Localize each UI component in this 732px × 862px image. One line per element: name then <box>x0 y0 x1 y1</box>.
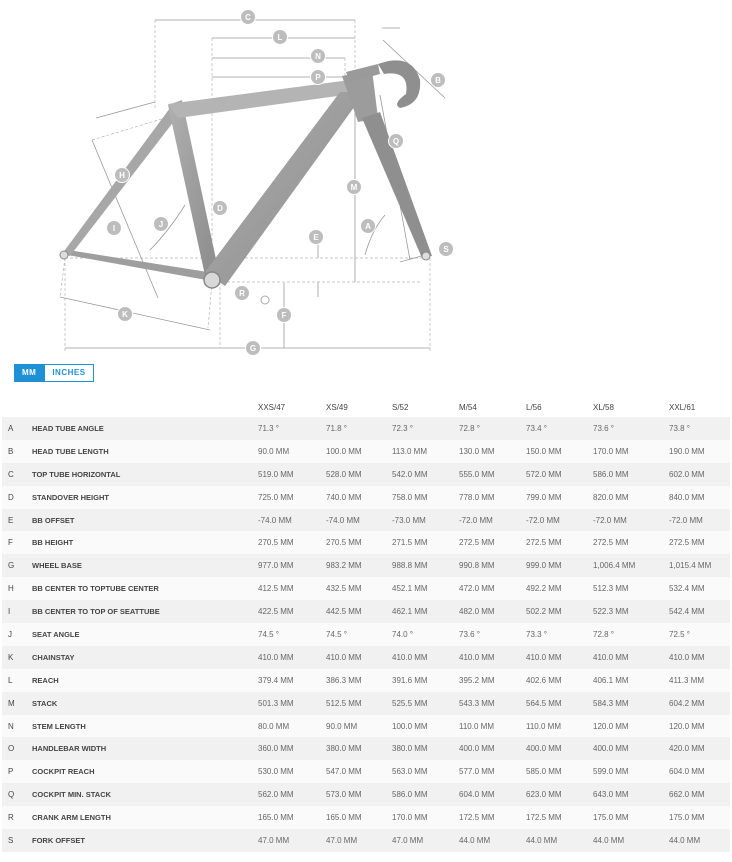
row-value: 410.0 MM <box>326 646 392 669</box>
row-value: 519.0 MM <box>258 463 326 486</box>
table-row <box>2 600 730 623</box>
row-value: 422.5 MM <box>258 600 326 623</box>
row-name: CRANK ARM LENGTH <box>32 806 258 829</box>
row-value: 120.0 MM <box>669 715 730 738</box>
dimension-label-text: N <box>315 52 321 61</box>
row-value: 74.5 ° <box>258 623 326 646</box>
row-letter: C <box>2 463 32 486</box>
row-value: 406.1 MM <box>593 669 669 692</box>
row-name: CHAINSTAY <box>32 646 258 669</box>
row-value: 410.0 MM <box>593 646 669 669</box>
row-value: 73.6 ° <box>593 417 669 440</box>
row-value: 604.0 MM <box>459 783 526 806</box>
row-value: 778.0 MM <box>459 486 526 509</box>
row-value: 100.0 MM <box>326 440 392 463</box>
row-letter: Q <box>2 783 32 806</box>
row-name: BB OFFSET <box>32 509 258 532</box>
row-value: 525.5 MM <box>392 692 459 715</box>
row-letter: K <box>2 646 32 669</box>
row-value: 599.0 MM <box>593 760 669 783</box>
row-value: 271.5 MM <box>392 531 459 554</box>
row-value: 72.5 ° <box>669 623 730 646</box>
row-value: 190.0 MM <box>669 440 730 463</box>
size-header-2: S/52 <box>392 402 409 412</box>
row-value: 1,006.4 MM <box>593 554 669 577</box>
row-value: -72.0 MM <box>669 509 730 532</box>
row-value: -74.0 MM <box>258 509 326 532</box>
row-letter: B <box>2 440 32 463</box>
dimension-label-text: E <box>313 233 319 242</box>
inches-button[interactable]: INCHES <box>44 364 93 382</box>
row-letter: R <box>2 806 32 829</box>
dimension-label-d <box>213 201 228 216</box>
row-value: 528.0 MM <box>326 463 392 486</box>
row-value: 572.0 MM <box>526 463 593 486</box>
row-name: WHEEL BASE <box>32 554 258 577</box>
mm-button[interactable]: MM <box>14 364 44 382</box>
handlebar <box>378 60 420 108</box>
row-letter: E <box>2 509 32 532</box>
table-row <box>2 715 730 738</box>
row-value: 530.0 MM <box>258 760 326 783</box>
row-value: 555.0 MM <box>459 463 526 486</box>
row-value: 72.3 ° <box>392 417 459 440</box>
row-value: 585.0 MM <box>526 760 593 783</box>
row-value: 395.2 MM <box>459 669 526 692</box>
row-value: 272.5 MM <box>459 531 526 554</box>
row-value: 400.0 MM <box>526 737 593 760</box>
dimension-label-text: H <box>119 171 125 180</box>
row-letter: F <box>2 531 32 554</box>
row-value: 452.1 MM <box>392 577 459 600</box>
row-value: 643.0 MM <box>593 783 669 806</box>
table-row <box>2 417 730 440</box>
row-name: BB CENTER TO TOPTUBE CENTER <box>32 577 258 600</box>
geometry-table <box>2 397 730 852</box>
row-value: 270.5 MM <box>326 531 392 554</box>
dimension-label-m <box>347 180 362 195</box>
table-row <box>2 531 730 554</box>
row-letter: A <box>2 417 32 440</box>
row-value: 113.0 MM <box>392 440 459 463</box>
dimension-label-n <box>311 49 326 64</box>
row-value: 172.5 MM <box>459 806 526 829</box>
dimension-label-text: C <box>245 13 251 22</box>
row-value: 47.0 MM <box>258 829 326 852</box>
size-header-5: XL/58 <box>593 402 614 412</box>
dimension-label-text: J <box>158 220 164 229</box>
row-value: 90.0 MM <box>326 715 392 738</box>
row-value: -73.0 MM <box>392 509 459 532</box>
dimension-label-text: M <box>350 183 358 192</box>
row-value: 380.0 MM <box>326 737 392 760</box>
row-value: 73.3 ° <box>526 623 593 646</box>
table-row <box>2 486 730 509</box>
dimension-label-s <box>439 242 454 257</box>
row-value: 170.0 MM <box>392 806 459 829</box>
row-value: 71.3 ° <box>258 417 326 440</box>
row-value: 120.0 MM <box>593 715 669 738</box>
row-value: 442.5 MM <box>326 600 392 623</box>
row-letter: J <box>2 623 32 646</box>
row-name: BB HEIGHT <box>32 531 258 554</box>
size-header-4: L/56 <box>526 402 542 412</box>
row-value: 74.0 ° <box>392 623 459 646</box>
row-value: 44.0 MM <box>459 829 526 852</box>
unit-toggle <box>14 364 94 382</box>
row-value: 420.0 MM <box>669 737 730 760</box>
bottom-bracket <box>204 272 220 288</box>
table-row <box>2 783 730 806</box>
row-value: 400.0 MM <box>459 737 526 760</box>
row-value: 604.0 MM <box>669 760 730 783</box>
row-name: HEAD TUBE LENGTH <box>32 440 258 463</box>
row-name: TOP TUBE HORIZONTAL <box>32 463 258 486</box>
row-value: 411.3 MM <box>669 669 730 692</box>
row-value: 272.5 MM <box>669 531 730 554</box>
size-header-6: XXL/61 <box>669 402 696 412</box>
row-value: 840.0 MM <box>669 486 730 509</box>
dimension-label-text: I <box>112 224 116 233</box>
size-header-0: XXS/47 <box>258 402 286 412</box>
dimension-label-r <box>235 286 250 301</box>
row-value: 462.1 MM <box>392 600 459 623</box>
row-value: 563.0 MM <box>392 760 459 783</box>
row-name: COCKPIT REACH <box>32 760 258 783</box>
row-value: 73.6 ° <box>459 623 526 646</box>
dimension-label-text: S <box>443 245 449 254</box>
dimension-label-text: Q <box>392 137 400 146</box>
row-value: 586.0 MM <box>593 463 669 486</box>
dimension-label-text: K <box>122 310 128 319</box>
dimension-label-c <box>241 10 256 25</box>
row-value: 100.0 MM <box>392 715 459 738</box>
row-value: 47.0 MM <box>326 829 392 852</box>
dimension-label-l <box>273 30 288 45</box>
row-value: 512.5 MM <box>326 692 392 715</box>
crank-marker <box>261 296 269 304</box>
row-value: 799.0 MM <box>526 486 593 509</box>
dimension-label-e <box>309 230 324 245</box>
row-value: 73.8 ° <box>669 417 730 440</box>
dimension-label-text: A <box>365 222 371 231</box>
row-value: 577.0 MM <box>459 760 526 783</box>
dimension-label-h <box>115 168 130 183</box>
row-letter: L <box>2 669 32 692</box>
row-name: SEAT ANGLE <box>32 623 258 646</box>
row-value: 410.0 MM <box>669 646 730 669</box>
row-letter: I <box>2 600 32 623</box>
row-value: 391.6 MM <box>392 669 459 692</box>
row-value: 472.0 MM <box>459 577 526 600</box>
dimension-label-j <box>154 217 169 232</box>
size-header-row <box>2 397 730 417</box>
row-value: 71.8 ° <box>326 417 392 440</box>
row-value: 90.0 MM <box>258 440 326 463</box>
row-value: 379.4 MM <box>258 669 326 692</box>
dimension-label-text: R <box>239 289 245 298</box>
row-value: 272.5 MM <box>526 531 593 554</box>
row-value: 512.3 MM <box>593 577 669 600</box>
row-value: 72.8 ° <box>459 417 526 440</box>
row-value: 758.0 MM <box>392 486 459 509</box>
row-value: 410.0 MM <box>258 646 326 669</box>
row-value: 543.3 MM <box>459 692 526 715</box>
dimension-label-q <box>389 134 404 149</box>
row-value: 522.3 MM <box>593 600 669 623</box>
table-row <box>2 463 730 486</box>
table-row <box>2 577 730 600</box>
dimension-label-text: G <box>249 344 257 353</box>
row-value: 501.3 MM <box>258 692 326 715</box>
row-value: 999.0 MM <box>526 554 593 577</box>
row-letter: P <box>2 760 32 783</box>
row-value: 977.0 MM <box>258 554 326 577</box>
row-value: 662.0 MM <box>669 783 730 806</box>
row-name: REACH <box>32 669 258 692</box>
row-letter: S <box>2 829 32 852</box>
row-value: 380.0 MM <box>392 737 459 760</box>
row-value: 623.0 MM <box>526 783 593 806</box>
row-value: 130.0 MM <box>459 440 526 463</box>
table-row <box>2 760 730 783</box>
row-value: 44.0 MM <box>526 829 593 852</box>
row-value: 988.8 MM <box>392 554 459 577</box>
table-row <box>2 806 730 829</box>
dimension-label-text: F <box>281 311 287 320</box>
row-value: 172.5 MM <box>526 806 593 829</box>
table-row <box>2 554 730 577</box>
row-value: 47.0 MM <box>392 829 459 852</box>
row-letter: D <box>2 486 32 509</box>
row-letter: H <box>2 577 32 600</box>
row-value: 170.0 MM <box>593 440 669 463</box>
row-letter: O <box>2 737 32 760</box>
row-value: 402.6 MM <box>526 669 593 692</box>
front-dropout <box>422 252 430 260</box>
dimension-label-text: P <box>315 73 321 82</box>
row-name: STANDOVER HEIGHT <box>32 486 258 509</box>
bike-frame <box>60 60 432 304</box>
row-value: 165.0 MM <box>258 806 326 829</box>
row-value: 44.0 MM <box>593 829 669 852</box>
chainstay-tube <box>62 250 214 281</box>
dimension-label-b <box>431 73 446 88</box>
row-name: COCKPIT MIN. STACK <box>32 783 258 806</box>
table-row <box>2 623 730 646</box>
row-value: 270.5 MM <box>258 531 326 554</box>
row-value: 502.2 MM <box>526 600 593 623</box>
row-name: HANDLEBAR WIDTH <box>32 737 258 760</box>
row-value: 410.0 MM <box>459 646 526 669</box>
row-value: 412.5 MM <box>258 577 326 600</box>
row-value: 272.5 MM <box>593 531 669 554</box>
row-value: 602.0 MM <box>669 463 730 486</box>
dimension-label-text: B <box>435 76 441 85</box>
row-name: BB CENTER TO TOP OF SEATTUBE <box>32 600 258 623</box>
row-value: 175.0 MM <box>593 806 669 829</box>
row-value: 360.0 MM <box>258 737 326 760</box>
rear-dropout <box>60 251 68 259</box>
dimension-label-f <box>277 308 292 323</box>
row-value: 73.4 ° <box>526 417 593 440</box>
row-value: 586.0 MM <box>392 783 459 806</box>
row-name: FORK OFFSET <box>32 829 258 852</box>
row-letter: M <box>2 692 32 715</box>
row-value: 820.0 MM <box>593 486 669 509</box>
row-value: 573.0 MM <box>326 783 392 806</box>
row-value: 983.2 MM <box>326 554 392 577</box>
row-value: 564.5 MM <box>526 692 593 715</box>
table-row <box>2 669 730 692</box>
row-value: 72.8 ° <box>593 623 669 646</box>
row-value: 542.0 MM <box>392 463 459 486</box>
top-tube <box>168 80 352 118</box>
row-value: 110.0 MM <box>526 715 593 738</box>
row-value: 532.4 MM <box>669 577 730 600</box>
size-header-3: M/54 <box>459 402 477 412</box>
dimension-label-k <box>118 307 133 322</box>
row-value: 547.0 MM <box>326 760 392 783</box>
row-value: 432.5 MM <box>326 577 392 600</box>
row-value: 482.0 MM <box>459 600 526 623</box>
table-row <box>2 440 730 463</box>
row-value: 400.0 MM <box>593 737 669 760</box>
row-value: 990.8 MM <box>459 554 526 577</box>
row-value: 150.0 MM <box>526 440 593 463</box>
table-row <box>2 646 730 669</box>
row-value: 74.5 ° <box>326 623 392 646</box>
row-value: 44.0 MM <box>669 829 730 852</box>
row-value: 492.2 MM <box>526 577 593 600</box>
row-value: 1,015.4 MM <box>669 554 730 577</box>
row-name: STEM LENGTH <box>32 715 258 738</box>
row-value: -72.0 MM <box>593 509 669 532</box>
row-value: 110.0 MM <box>459 715 526 738</box>
size-header-1: XS/49 <box>326 402 348 412</box>
dimension-label-i <box>107 221 122 236</box>
table-row <box>2 692 730 715</box>
row-value: 386.3 MM <box>326 669 392 692</box>
row-letter: N <box>2 715 32 738</box>
row-value: 584.3 MM <box>593 692 669 715</box>
row-value: -72.0 MM <box>526 509 593 532</box>
row-value: -72.0 MM <box>459 509 526 532</box>
row-value: 80.0 MM <box>258 715 326 738</box>
row-name: STACK <box>32 692 258 715</box>
row-value: 725.0 MM <box>258 486 326 509</box>
row-value: 542.4 MM <box>669 600 730 623</box>
dimension-label-g <box>246 341 261 356</box>
table-row <box>2 737 730 760</box>
dimension-label-p <box>311 70 326 85</box>
geometry-table-body <box>2 417 730 852</box>
row-letter: G <box>2 554 32 577</box>
dimension-label-text: L <box>277 33 283 42</box>
dimension-label-a <box>361 219 376 234</box>
dimension-label-text: D <box>217 204 223 213</box>
row-value: 410.0 MM <box>392 646 459 669</box>
table-row <box>2 509 730 532</box>
row-value: -74.0 MM <box>326 509 392 532</box>
down-tube <box>205 92 365 286</box>
row-value: 562.0 MM <box>258 783 326 806</box>
row-value: 410.0 MM <box>526 646 593 669</box>
row-value: 740.0 MM <box>326 486 392 509</box>
row-value: 175.0 MM <box>669 806 730 829</box>
row-value: 165.0 MM <box>326 806 392 829</box>
table-row <box>2 829 730 852</box>
row-value: 604.2 MM <box>669 692 730 715</box>
row-name: HEAD TUBE ANGLE <box>32 417 258 440</box>
bike-geometry-diagram <box>0 0 732 360</box>
